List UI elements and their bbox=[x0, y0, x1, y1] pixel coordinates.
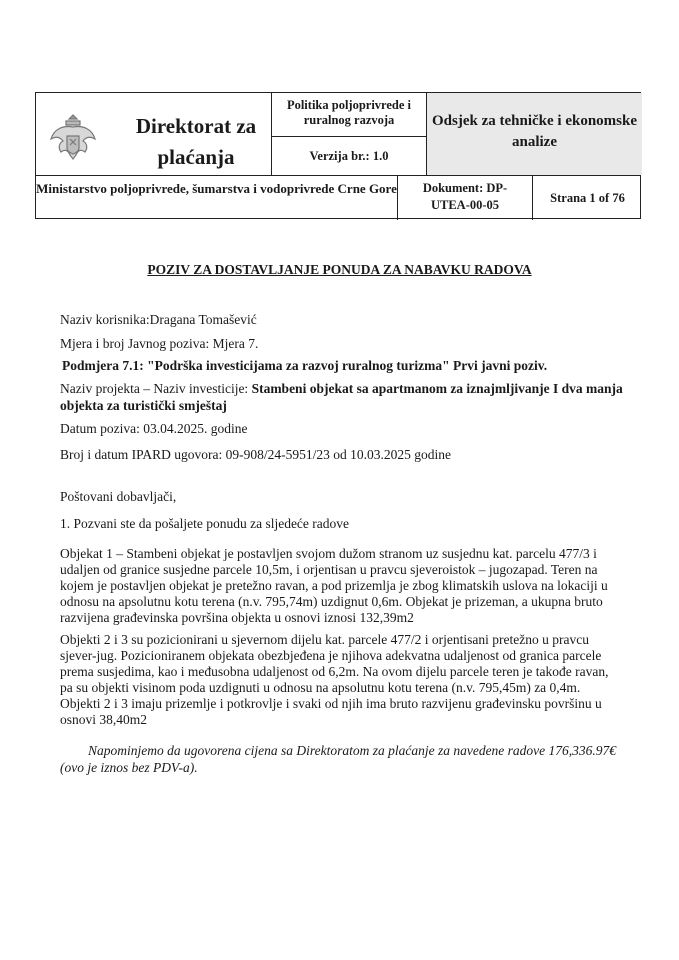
document-header bbox=[35, 92, 641, 219]
policy-cell bbox=[272, 93, 427, 175]
project-line bbox=[60, 380, 625, 414]
list-item-1: 1. Pozvani ste da pošaljete ponudu za sljedeće radove bbox=[60, 516, 350, 531]
policy-label: Politika poljoprivrede i ruralnog razvoja bbox=[272, 93, 426, 137]
contract-line: Broj i datum IPARD ugovora: 09-908/24-5951/23 od 10.03.2025 godine bbox=[60, 447, 451, 462]
org-title: Direktorat za plaćanja bbox=[135, 114, 257, 169]
call-date: Datum poziva: 03.04.2025. godine bbox=[60, 421, 248, 436]
measure-line: Mjera i broj Javnog poziva: Mjera 7. bbox=[60, 336, 259, 351]
user-name: Naziv korisnika:Dragana Tomašević bbox=[60, 312, 257, 327]
version-label: Verzija br.: 1.0 bbox=[309, 149, 389, 163]
department-label: Odsjek za tehničke i ekonomske analize bbox=[427, 93, 642, 175]
greeting: Poštovani dobavljači, bbox=[60, 489, 177, 504]
paragraph-object-1: Objekat 1 – Stambeni objekat je postavljen svojom dužom stranom uz susjednu kat. parcelu 477/3 i udaljen od granice susjedne parcele 10,5m, i orjentisan u pravcu sjeveroistok – jugozapad. Teren na kojem je postavljen objekat je pretežno ravan, a pod prizemlja je zbog klimatskih uslova na lokaciji u odnosu na apsolutnu kotu terena (n.v. 795,74m) uzdignut 0,6m. Objekat je prizeman, a ukupna bruto razvijena građevinska površina objekta u osnovi iznosi 132,39m2 bbox=[60, 546, 608, 625]
logo-cell bbox=[36, 93, 272, 175]
paragraph-objects-2-3: Objekti 2 i 3 su pozicionirani u sjevernom dijelu kat. parcele 477/2 i orjentisani pretežno u pravcu sjever-jug. Pozicioniranem objekata obezbjeđena je njihova adekvatna udaljenost od granica parcele prema susjedima, kao i međusobna udaljenost od 6,2m. Na ovom dijelu parcele teren je takođe ravan, pa su objekti visinom poda uzdignuti u odnosu na apsolutnu kotu terena (n.v. 795,45m) za 0,4m. Objekti 2 i 3 imaju prizemlje i potkrovlje i svaki od njih ima bruto razvijenu građevinsku površinu u osnovi 38,40m2 bbox=[60, 632, 609, 727]
document-heading: POZIV ZA DOSTAVLJANJE PONUDA ZA NABAVKU RADOVA bbox=[147, 262, 532, 277]
submeasure-line: Podmjera 7.1: "Podrška investicijama za razvoj ruralnog turizma" Prvi javni poziv. bbox=[62, 358, 548, 373]
page-number: Strana 1 of 76 bbox=[550, 191, 625, 205]
coat-of-arms-icon bbox=[46, 109, 100, 163]
document-id: Dokument: DP-UTEA-00-05 bbox=[398, 176, 533, 220]
project-name: Stambeni objekat sa apartmanom za iznajmljivanje I dva manja objekta za turistički smještaj bbox=[60, 381, 623, 413]
price-note: Napominjemo da ugovorena cijena sa Direktoratom za plaćanje za navedene radove 176,336.97€ (ovo je iznos bez PDV-a). bbox=[60, 743, 617, 775]
header-row-bottom bbox=[36, 176, 640, 220]
project-label: Naziv projekta – Naziv investicije: bbox=[60, 381, 252, 396]
ministry-label: Ministarstvo poljoprivrede, šumarstva i vodoprivrede Crne Gore bbox=[36, 176, 398, 220]
header-row-top bbox=[36, 93, 640, 176]
